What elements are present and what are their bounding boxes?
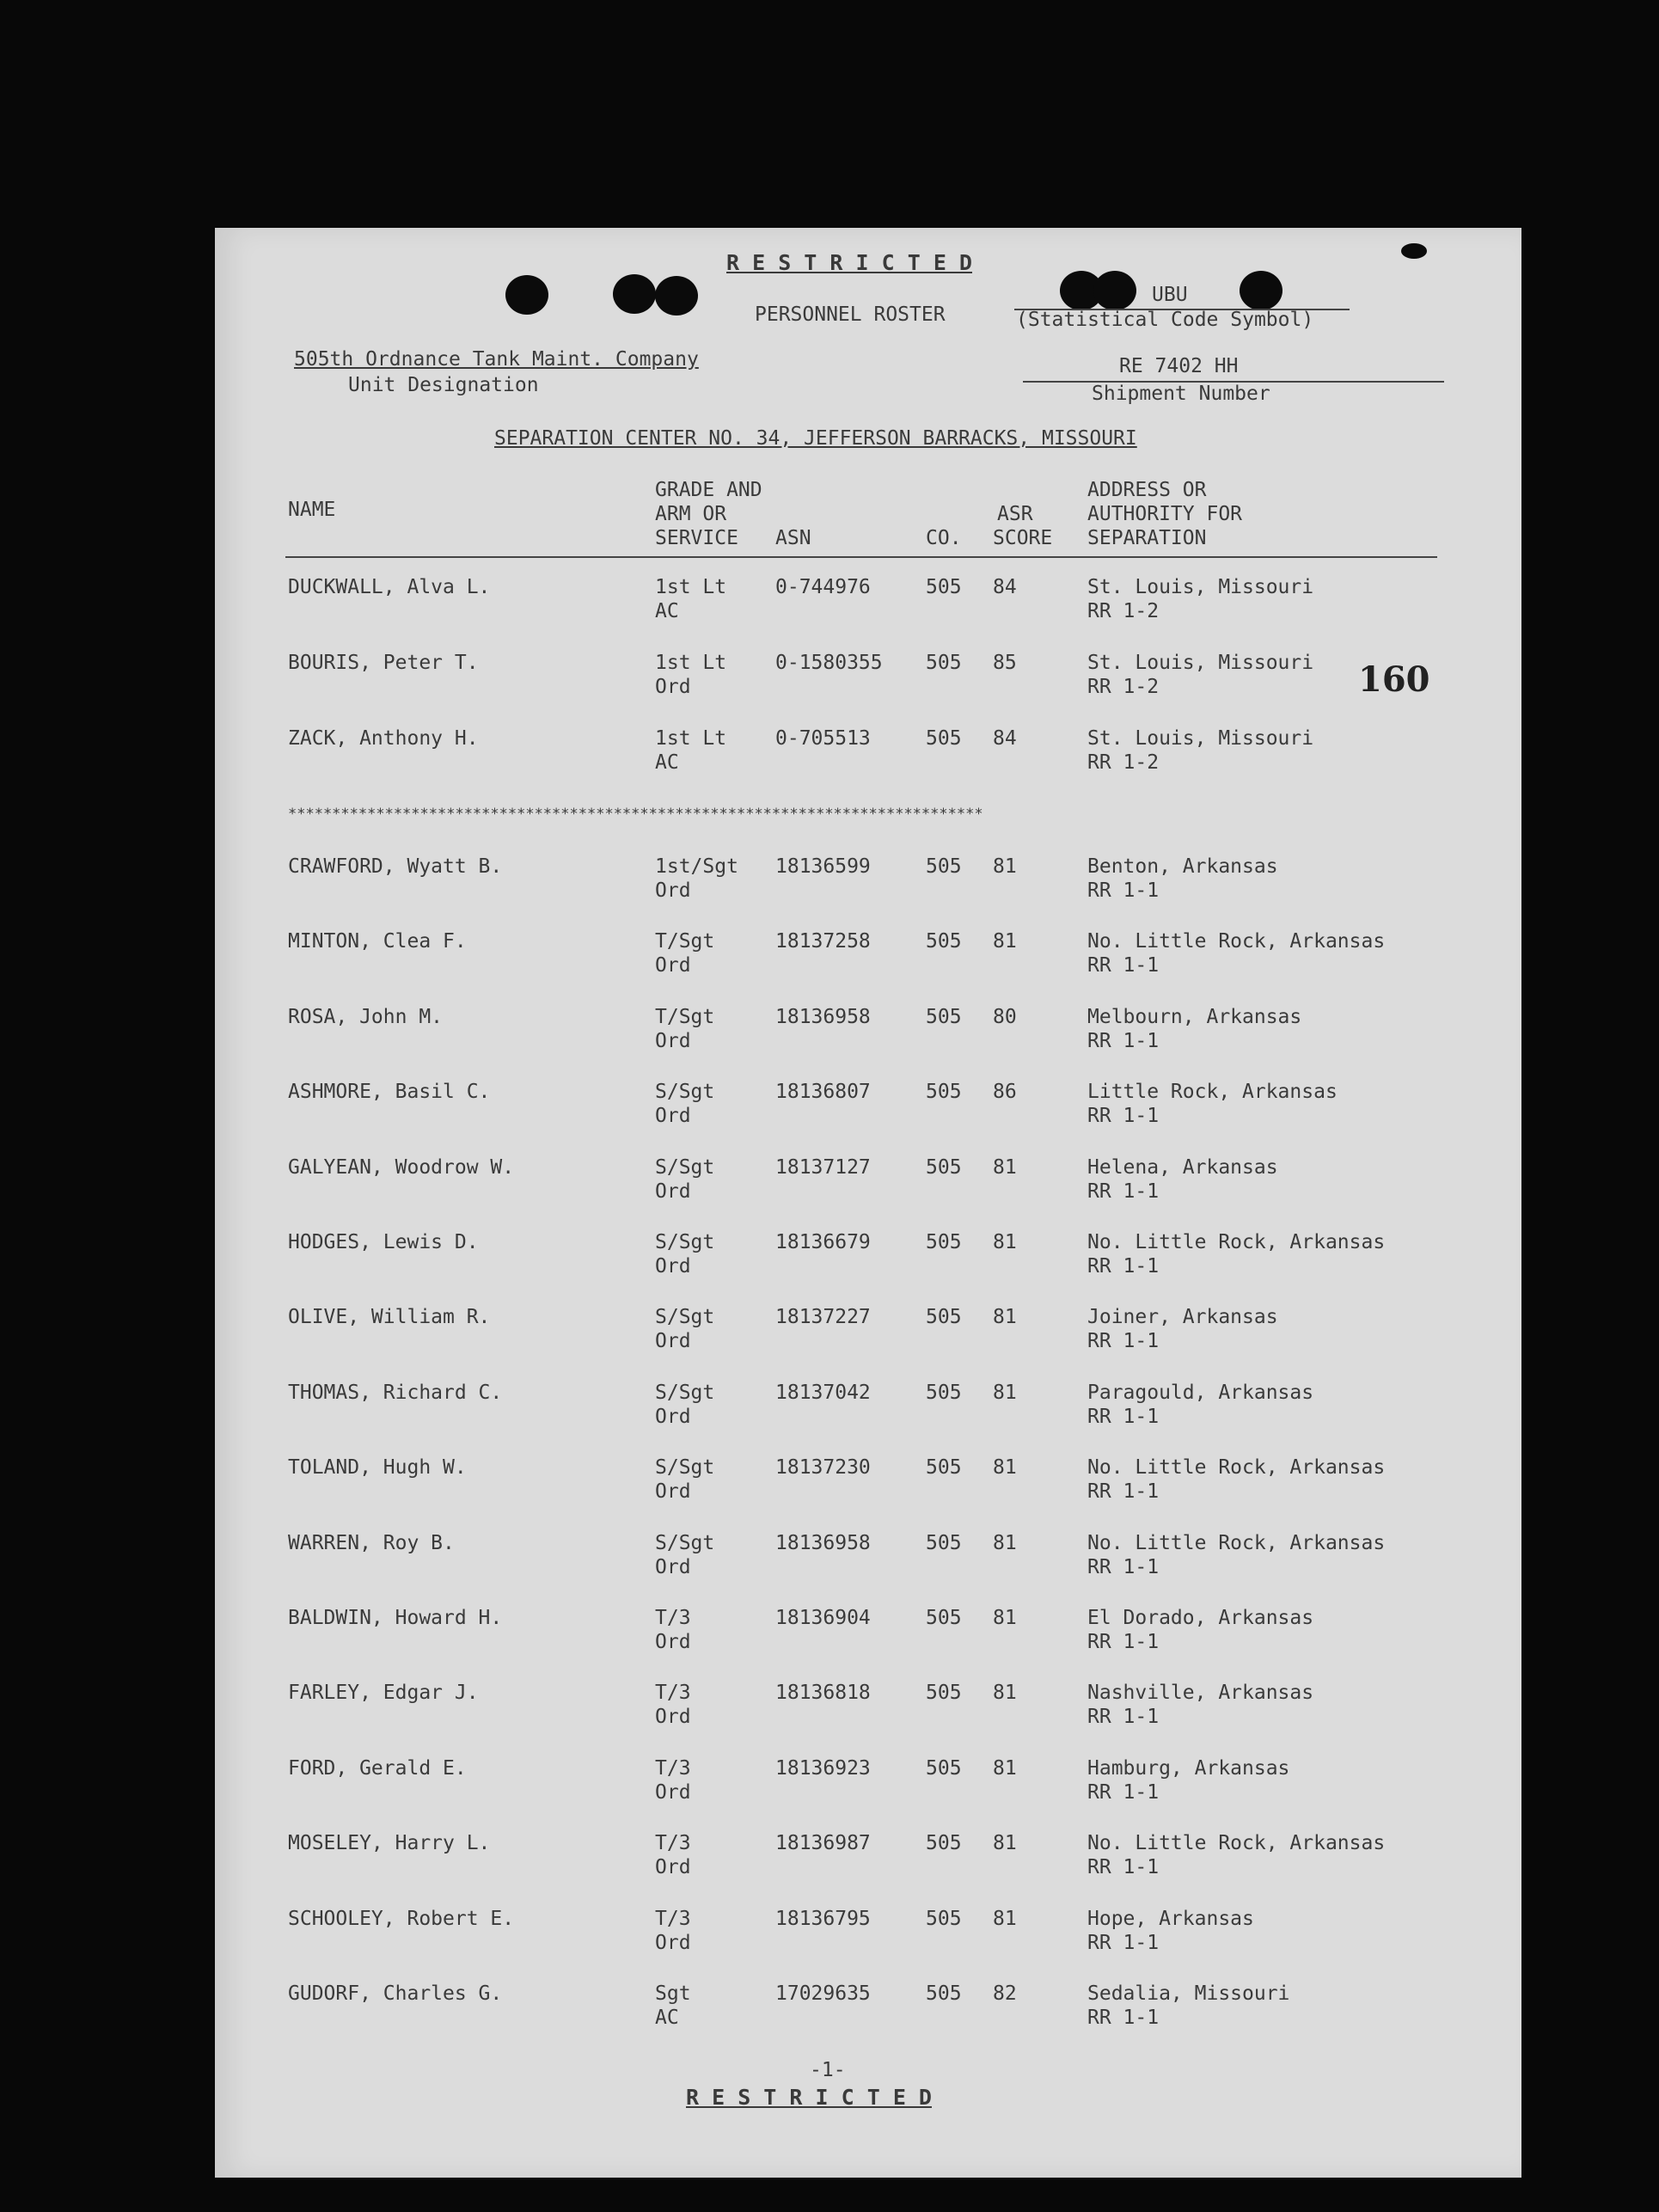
col-header-co: CO. (926, 527, 962, 549)
co-cell: 505 (926, 1005, 962, 1028)
punch-hole (655, 276, 698, 316)
address-cell: Hamburg, Arkansas (1087, 1756, 1290, 1780)
co-cell: 505 (926, 1456, 962, 1480)
grade-cell: S/Sgt (655, 1381, 715, 1404)
name-cell: ZACK, Anthony H. (288, 727, 479, 750)
authority-cell: RR 1-1 (1087, 1931, 1160, 1954)
unit-designation-value: 505th Ordnance Tank Maint. Company (294, 348, 699, 371)
table-row (215, 1006, 1521, 1080)
score-cell: 81 (993, 1381, 1017, 1404)
service-cell: Ord (655, 1180, 691, 1203)
asn-cell: 18136795 (775, 1907, 871, 1930)
table-row (215, 652, 1521, 726)
col-header-grade-2: ARM OR (655, 503, 727, 525)
co-cell: 505 (926, 1682, 962, 1705)
co-cell: 505 (926, 1607, 962, 1629)
grade-cell: T/Sgt (655, 1005, 715, 1028)
table-row (215, 855, 1521, 929)
grade-cell: S/Sgt (655, 1231, 715, 1253)
score-cell: 81 (993, 1155, 1017, 1179)
name-cell: SCHOOLEY, Robert E. (288, 1907, 515, 1930)
authority-cell: RR 1-2 (1087, 600, 1160, 622)
co-cell: 505 (926, 1155, 962, 1179)
asn-cell: 0-744976 (775, 576, 871, 598)
shipment-number-label: Shipment Number (1092, 383, 1270, 405)
col-header-asr-1: ASR (997, 503, 1033, 525)
grade-cell: T/3 (655, 1682, 691, 1705)
unit-designation-label: Unit Designation (348, 374, 539, 396)
table-row (215, 1757, 1521, 1831)
name-cell: DUCKWALL, Alva L. (288, 576, 491, 598)
name-cell: ASHMORE, Basil C. (288, 1081, 491, 1104)
service-cell: Ord (655, 879, 691, 902)
grade-cell: S/Sgt (655, 1081, 715, 1104)
table-row (215, 1081, 1521, 1155)
authority-cell: RR 1-1 (1087, 1255, 1160, 1278)
name-cell: FARLEY, Edgar J. (288, 1682, 479, 1705)
grade-cell: S/Sgt (655, 1456, 715, 1480)
table-row (215, 1832, 1521, 1906)
col-header-asr-2: SCORE (993, 527, 1053, 549)
co-cell: 505 (926, 1081, 962, 1104)
table-row (215, 1532, 1521, 1606)
authority-cell: RR 1-1 (1087, 1180, 1160, 1203)
authority-cell: RR 1-1 (1087, 1405, 1160, 1428)
name-cell: BOURIS, Peter T. (288, 652, 479, 674)
punch-hole (505, 275, 548, 315)
separator-line: ******************************************************************************* (288, 806, 983, 823)
asn-cell: 18136904 (775, 1607, 871, 1629)
service-cell: Ord (655, 1480, 691, 1504)
authority-cell: RR 1-1 (1087, 954, 1160, 977)
authority-cell: RR 1-1 (1087, 879, 1160, 902)
service-cell: AC (655, 2007, 679, 2029)
table-row (215, 1607, 1521, 1681)
authority-cell: RR 1-1 (1087, 1029, 1160, 1052)
name-cell: FORD, Gerald E. (288, 1756, 467, 1780)
address-cell: No. Little Rock, Arkansas (1087, 930, 1386, 953)
service-cell: Ord (655, 1780, 691, 1804)
score-cell: 81 (993, 1607, 1017, 1629)
grade-cell: S/Sgt (655, 1306, 715, 1329)
table-row (215, 1382, 1521, 1455)
col-header-name: NAME (288, 499, 336, 521)
col-header-asn: ASN (775, 527, 811, 549)
service-cell: Ord (655, 954, 691, 977)
service-cell: Ord (655, 1631, 691, 1653)
score-cell: 86 (993, 1081, 1017, 1104)
co-cell: 505 (926, 576, 962, 598)
address-cell: Benton, Arkansas (1087, 855, 1278, 878)
asn-cell: 18136958 (775, 1005, 871, 1028)
roster-title: PERSONNEL ROSTER (755, 303, 946, 326)
address-cell: Helena, Arkansas (1087, 1155, 1278, 1179)
name-cell: THOMAS, Richard C. (288, 1381, 503, 1404)
service-cell: Ord (655, 1255, 691, 1278)
asn-cell: 18137042 (775, 1381, 871, 1404)
classification-top: R E S T R I C T E D (726, 250, 972, 275)
punch-mark (1401, 243, 1427, 259)
address-cell: St. Louis, Missouri (1087, 727, 1314, 750)
asn-cell: 18136958 (775, 1531, 871, 1554)
asn-cell: 18137230 (775, 1456, 871, 1480)
grade-cell: T/3 (655, 1607, 691, 1629)
asn-cell: 18136807 (775, 1081, 871, 1104)
table-row (215, 1156, 1521, 1230)
grade-cell: S/Sgt (655, 1155, 715, 1179)
address-cell: Little Rock, Arkansas (1087, 1081, 1338, 1104)
col-header-addr-3: SEPARATION (1087, 527, 1207, 549)
service-cell: Ord (655, 1105, 691, 1128)
asn-cell: 18137258 (775, 930, 871, 953)
asn-cell: 18136599 (775, 855, 871, 878)
address-cell: El Dorado, Arkansas (1087, 1607, 1314, 1629)
co-cell: 505 (926, 1832, 962, 1855)
address-cell: No. Little Rock, Arkansas (1087, 1231, 1386, 1253)
address-cell: No. Little Rock, Arkansas (1087, 1531, 1386, 1554)
grade-cell: T/3 (655, 1907, 691, 1930)
punch-hole (1240, 271, 1283, 310)
service-cell: Ord (655, 1330, 691, 1353)
score-cell: 85 (993, 652, 1017, 674)
score-cell: 84 (993, 576, 1017, 598)
punch-hole (1093, 271, 1136, 310)
authority-cell: RR 1-1 (1087, 1105, 1160, 1128)
statistical-code-value: UBU (1152, 284, 1188, 306)
co-cell: 505 (926, 855, 962, 878)
address-cell: Melbourn, Arkansas (1087, 1005, 1302, 1028)
score-cell: 84 (993, 727, 1017, 750)
service-cell: AC (655, 751, 679, 774)
asn-cell: 18137127 (775, 1155, 871, 1179)
table-row (215, 1456, 1521, 1530)
asn-cell: 17029635 (775, 1982, 871, 2005)
co-cell: 505 (926, 727, 962, 750)
grade-cell: S/Sgt (655, 1531, 715, 1554)
authority-cell: RR 1-1 (1087, 1480, 1160, 1504)
punch-hole (613, 274, 656, 314)
service-cell: Ord (655, 1555, 691, 1578)
score-cell: 81 (993, 1682, 1017, 1705)
name-cell: CRAWFORD, Wyatt B. (288, 855, 503, 878)
co-cell: 505 (926, 1381, 962, 1404)
name-cell: GALYEAN, Woodrow W. (288, 1155, 515, 1179)
asn-cell: 18136987 (775, 1832, 871, 1855)
co-cell: 505 (926, 930, 962, 953)
service-cell: Ord (655, 1856, 691, 1879)
grade-cell: 1st Lt (655, 727, 727, 750)
authority-cell: RR 1-1 (1087, 1330, 1160, 1353)
address-cell: Sedalia, Missouri (1087, 1982, 1290, 2005)
service-cell: Ord (655, 1931, 691, 1954)
authority-cell: RR 1-2 (1087, 676, 1160, 698)
score-cell: 81 (993, 930, 1017, 953)
name-cell: HODGES, Lewis D. (288, 1231, 479, 1253)
address-cell: St. Louis, Missouri (1087, 652, 1314, 674)
authority-cell: RR 1-1 (1087, 1631, 1160, 1653)
authority-cell: RR 1-1 (1087, 1780, 1160, 1804)
grade-cell: T/Sgt (655, 930, 715, 953)
table-row (215, 1306, 1521, 1380)
statistical-code-label: (Statistical Code Symbol) (1016, 309, 1314, 331)
name-cell: OLIVE, William R. (288, 1306, 491, 1329)
address-cell: Hope, Arkansas (1087, 1907, 1254, 1930)
name-cell: MINTON, Clea F. (288, 930, 467, 953)
stamp-number: 160 (1358, 659, 1430, 700)
score-cell: 81 (993, 1832, 1017, 1855)
col-header-addr-1: ADDRESS OR (1087, 479, 1207, 501)
col-header-grade-1: GRADE AND (655, 479, 762, 501)
classification-bottom: R E S T R I C T E D (686, 2085, 932, 2110)
table-row (215, 1231, 1521, 1305)
asn-cell: 18136818 (775, 1682, 871, 1705)
separation-center: SEPARATION CENTER NO. 34, JEFFERSON BARRACKS, MISSOURI (494, 427, 1137, 450)
address-cell: Joiner, Arkansas (1087, 1306, 1278, 1329)
table-row (215, 1982, 1521, 2056)
grade-cell: 1st Lt (655, 576, 727, 598)
name-cell: TOLAND, Hugh W. (288, 1456, 467, 1480)
score-cell: 81 (993, 1756, 1017, 1780)
table-row (215, 1908, 1521, 1982)
service-cell: AC (655, 600, 679, 622)
address-cell: No. Little Rock, Arkansas (1087, 1832, 1386, 1855)
service-cell: Ord (655, 676, 691, 698)
co-cell: 505 (926, 1306, 962, 1329)
table-row (215, 1682, 1521, 1756)
grade-cell: T/3 (655, 1832, 691, 1855)
asn-cell: 0-1580355 (775, 652, 883, 674)
address-cell: Paragould, Arkansas (1087, 1381, 1314, 1404)
service-cell: Ord (655, 1405, 691, 1428)
score-cell: 81 (993, 1306, 1017, 1329)
table-row (215, 576, 1521, 650)
name-cell: MOSELEY, Harry L. (288, 1832, 491, 1855)
score-cell: 80 (993, 1005, 1017, 1028)
score-cell: 81 (993, 1531, 1017, 1554)
authority-cell: RR 1-1 (1087, 1706, 1160, 1729)
grade-cell: Sgt (655, 1982, 691, 2005)
score-cell: 81 (993, 1231, 1017, 1253)
asn-cell: 18136923 (775, 1756, 871, 1780)
header-rule (285, 556, 1437, 558)
table-row (215, 727, 1521, 801)
co-cell: 505 (926, 1982, 962, 2005)
address-cell: Nashville, Arkansas (1087, 1682, 1314, 1705)
grade-cell: T/3 (655, 1756, 691, 1780)
name-cell: GUDORF, Charles G. (288, 1982, 503, 2005)
asn-cell: 18137227 (775, 1306, 871, 1329)
co-cell: 505 (926, 652, 962, 674)
table-row (215, 930, 1521, 1004)
authority-cell: RR 1-1 (1087, 1555, 1160, 1578)
asn-cell: 18136679 (775, 1231, 871, 1253)
service-cell: Ord (655, 1706, 691, 1729)
col-header-grade-3: SERVICE (655, 527, 738, 549)
grade-cell: 1st/Sgt (655, 855, 738, 878)
co-cell: 505 (926, 1907, 962, 1930)
address-cell: St. Louis, Missouri (1087, 576, 1314, 598)
grade-cell: 1st Lt (655, 652, 727, 674)
asn-cell: 0-705513 (775, 727, 871, 750)
shipment-number-value: RE 7402 HH (1119, 355, 1239, 377)
name-cell: ROSA, John M. (288, 1005, 444, 1028)
address-cell: No. Little Rock, Arkansas (1087, 1456, 1386, 1480)
co-cell: 505 (926, 1756, 962, 1780)
authority-cell: RR 1-2 (1087, 751, 1160, 774)
col-header-addr-2: AUTHORITY FOR (1087, 503, 1243, 525)
name-cell: BALDWIN, Howard H. (288, 1607, 503, 1629)
service-cell: Ord (655, 1029, 691, 1052)
score-cell: 81 (993, 1907, 1017, 1930)
score-cell: 82 (993, 1982, 1017, 2005)
score-cell: 81 (993, 1456, 1017, 1480)
page-number: -1- (810, 2059, 846, 2081)
roster-page (215, 228, 1521, 2178)
score-cell: 81 (993, 855, 1017, 878)
co-cell: 505 (926, 1531, 962, 1554)
name-cell: WARREN, Roy B. (288, 1531, 455, 1554)
authority-cell: RR 1-1 (1087, 1856, 1160, 1879)
co-cell: 505 (926, 1231, 962, 1253)
authority-cell: RR 1-1 (1087, 2007, 1160, 2029)
